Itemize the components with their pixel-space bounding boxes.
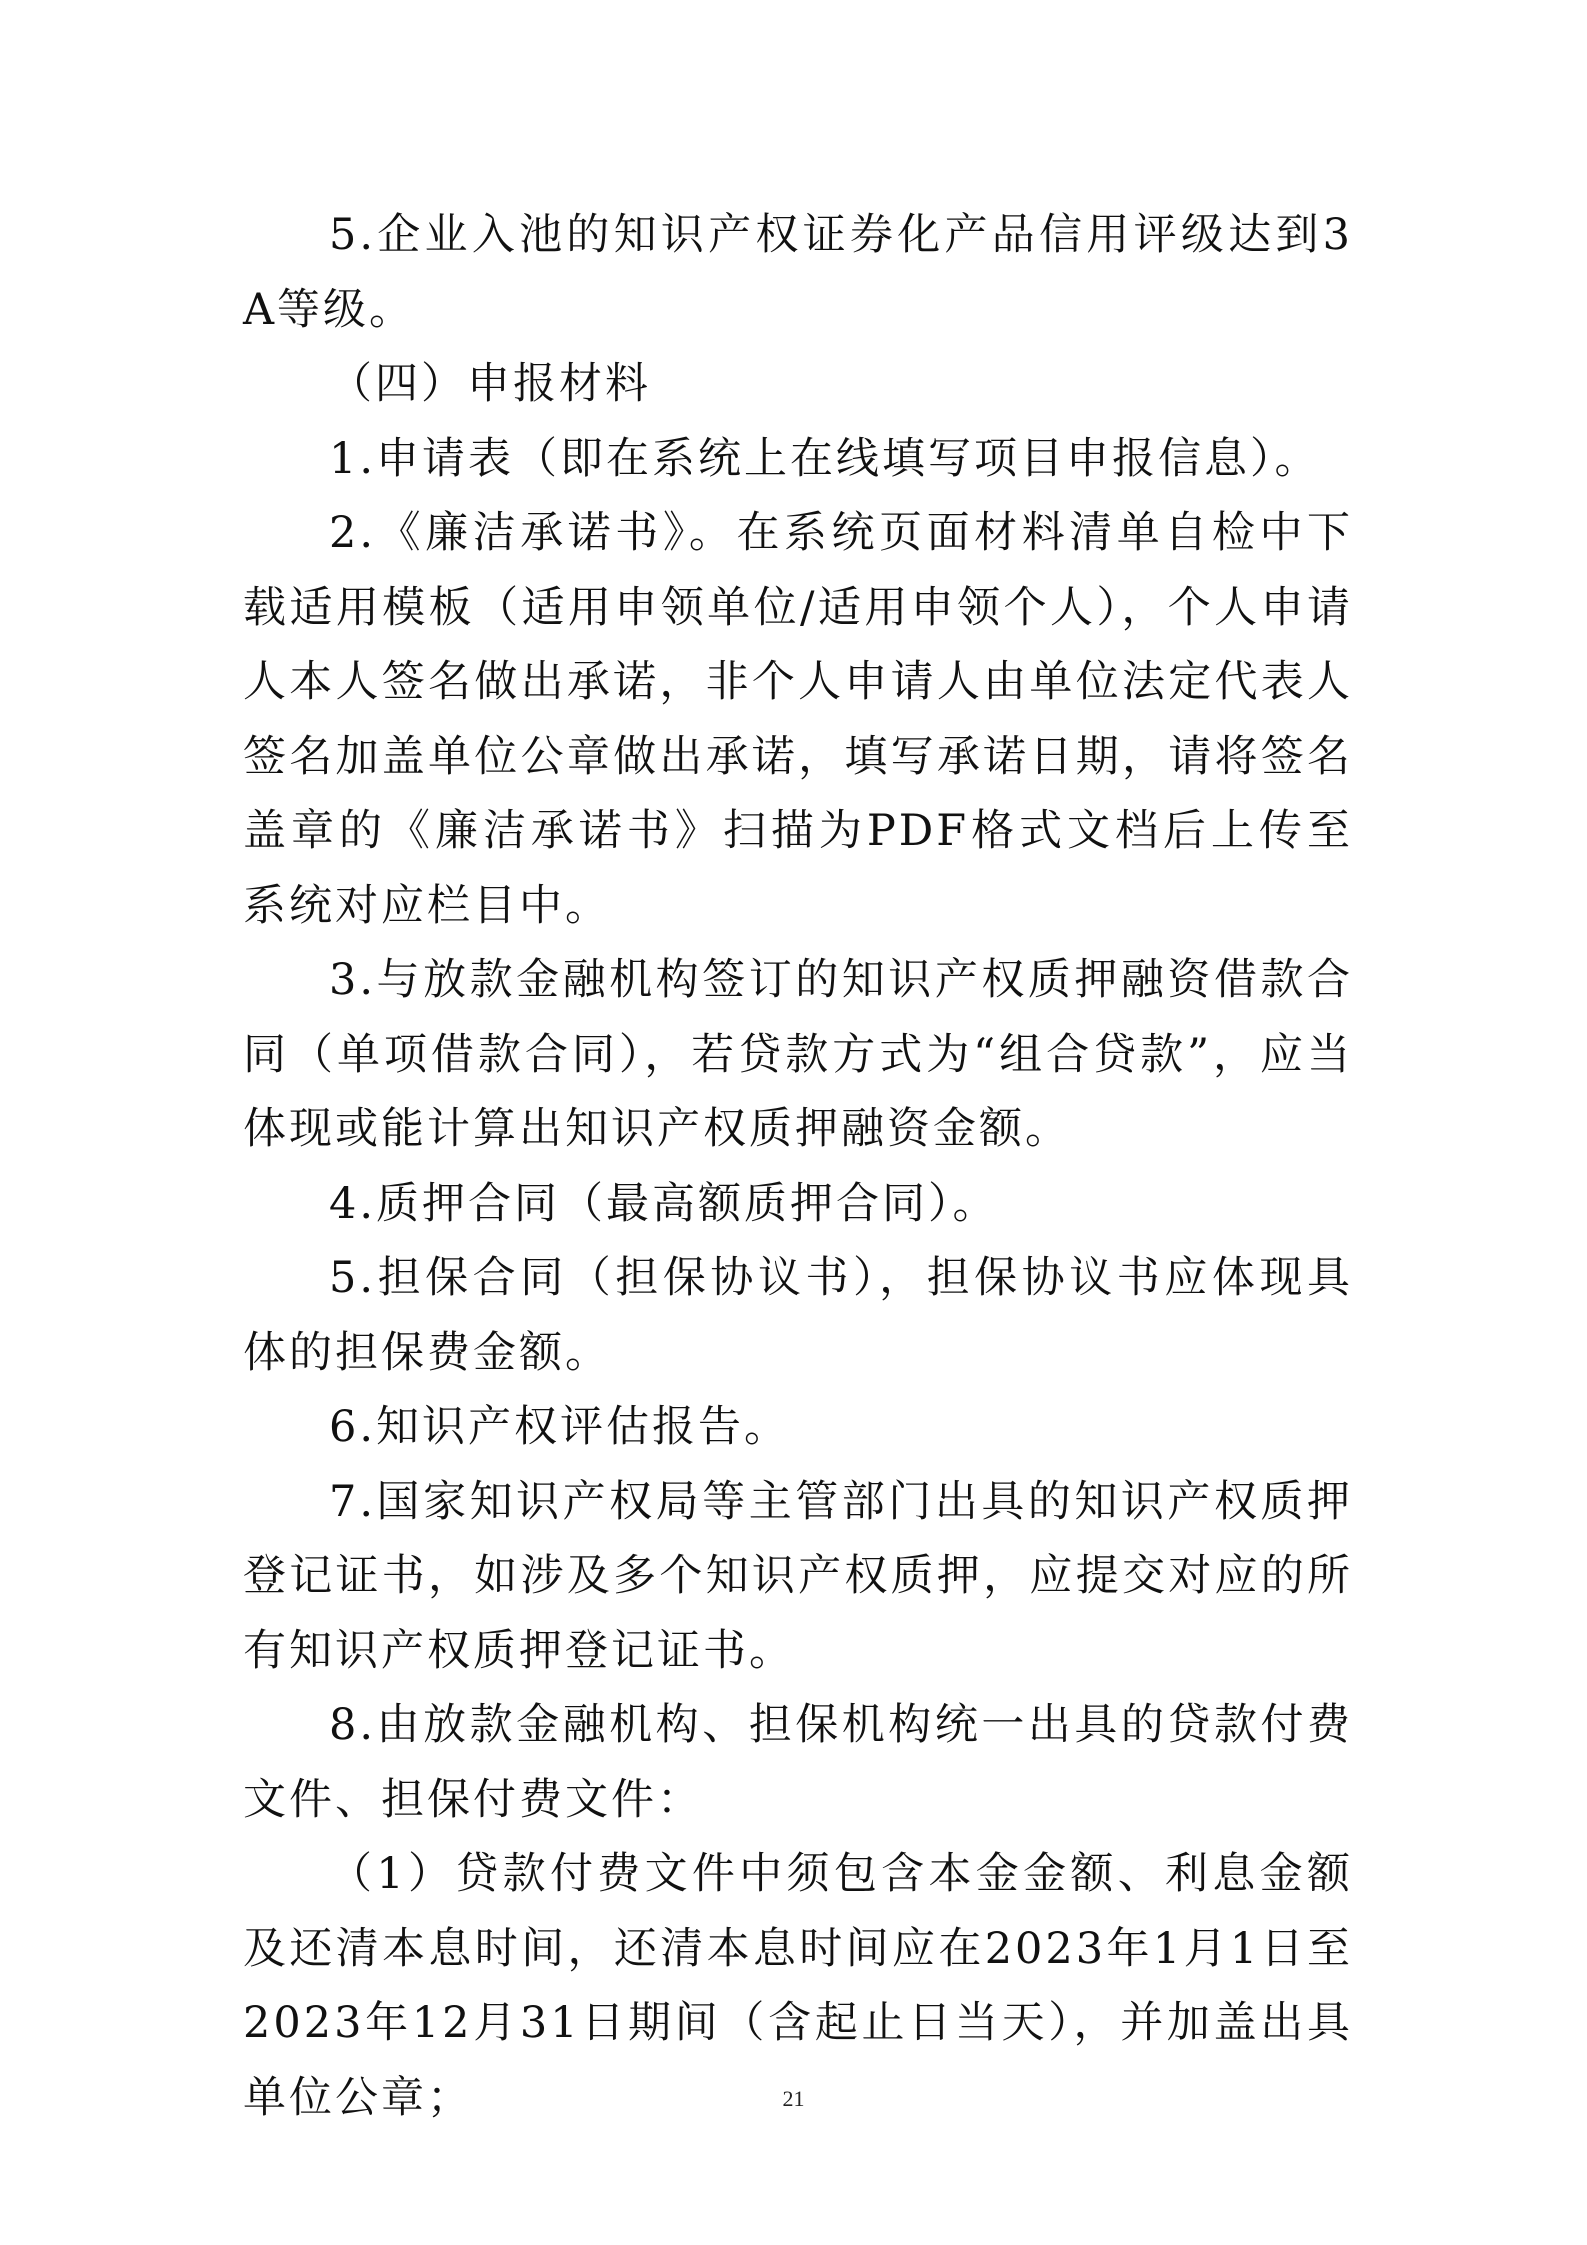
paragraph-item-4-pledge-contract: 4.质押合同（最高额质押合同）。 <box>329 1178 999 1229</box>
page-number: 21 <box>782 2086 805 2111</box>
paragraph-item-5-guarantee-contract: 5.担保合同（担保协议书），担保协议书应体现具体的担保费金额。 <box>243 1253 1353 1378</box>
paragraph-item-1-application-form: 1.申请表（即在系统上在线填写项目申报信息）。 <box>329 433 1321 484</box>
paragraph-subitem-1-loan-payment: （1）贷款付费文件中须包含本金金额、利息金额及还清本息时间，还清本息时间应在2023年1月1日至2023年12月31日期间（含起止日当天），并加盖出具单位公章； <box>243 1849 1353 2123</box>
paragraph-item-2-integrity-pledge: 2.《廉洁承诺书》。在系统页面材料清单自检中下载适用模板（适用申领单位/适用申领个人），个人申请人本人签名做出承诺，非个人申请人由单位法定代表人签名加盖单位公章做出承诺，填写承诺日期，请将签名盖章的《廉洁承诺书》扫描为PDF格式文档后上传至系统对应栏目中。 <box>243 508 1353 931</box>
paragraph-item-6-evaluation-report: 6.知识产权评估报告。 <box>329 1402 791 1452</box>
paragraph-item-7-pledge-certificate: 7.国家知识产权局等主管部门出具的知识产权质押登记证书，如涉及多个知识产权质押，应提交对应的所有知识产权质押登记证书。 <box>243 1476 1353 1676</box>
paragraph-item-8-payment-documents: 8.由放款金融机构、担保机构统一出具的贷款付费文件、担保付费文件： <box>243 1700 1353 1825</box>
body-text <box>243 198 1353 2135</box>
paragraph-item-3-loan-contract: 3.与放款金融机构签订的知识产权质押融资借款合同（单项借款合同），若贷款方式为“组合贷款”，应当体现或能计算出知识产权质押融资金额。 <box>243 955 1353 1154</box>
section-heading-application-materials: （四）申报材料 <box>329 359 651 409</box>
paragraph-item-5-credit-rating: 5.企业入池的知识产权证券化产品信用评级达到3A等级。 <box>243 210 1353 335</box>
